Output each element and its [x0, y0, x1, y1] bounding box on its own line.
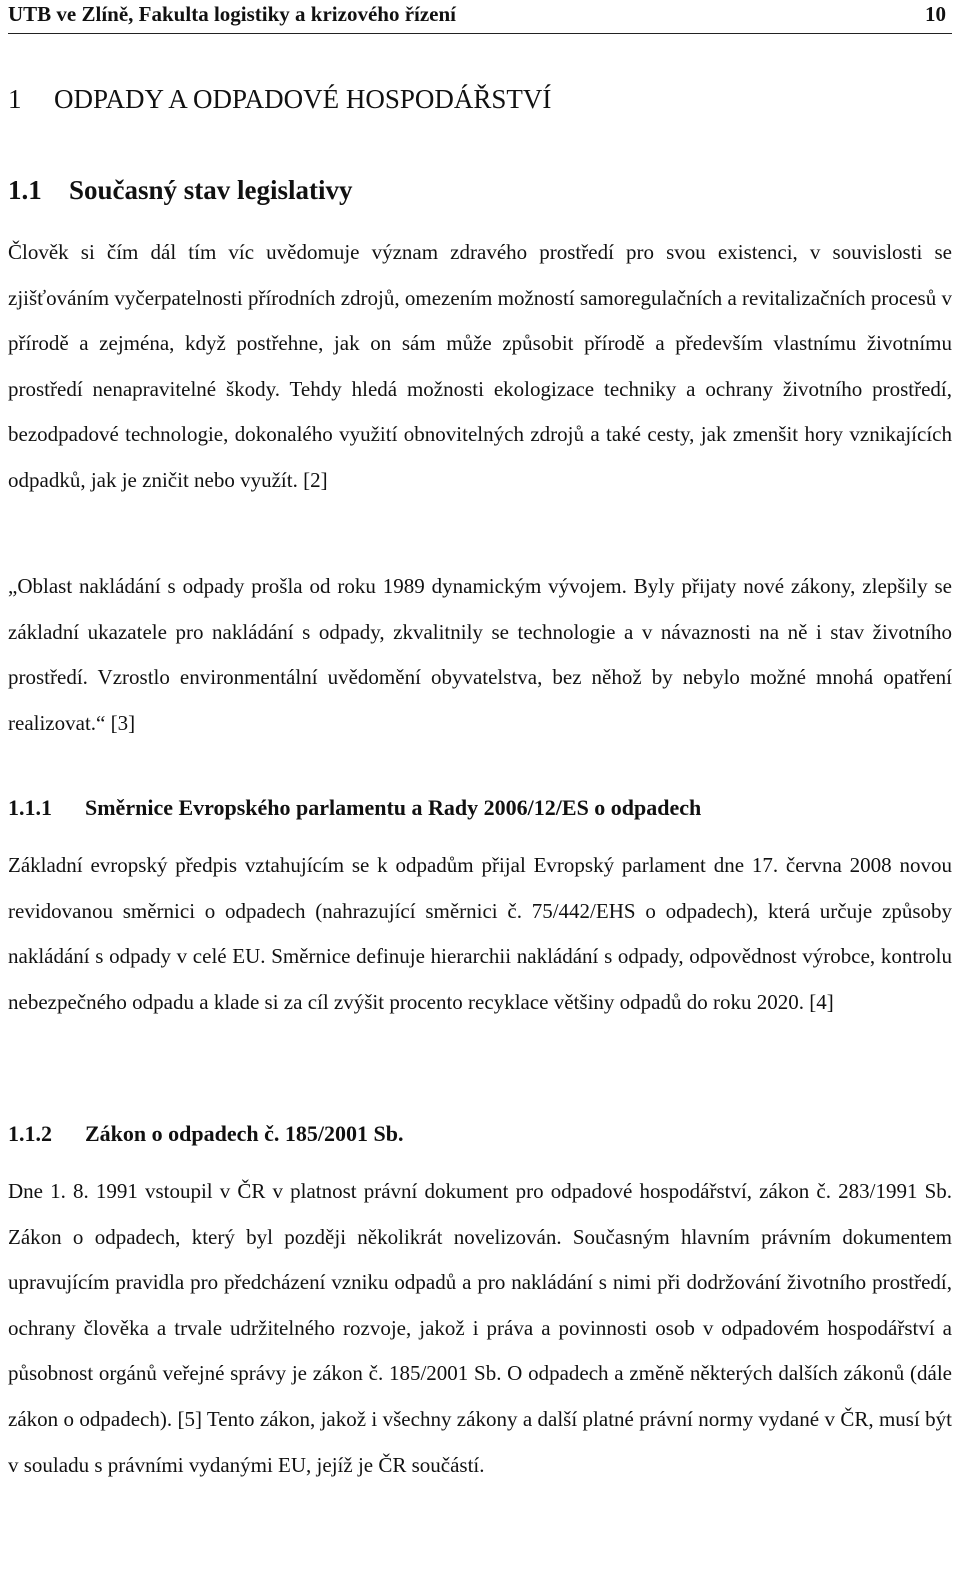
- running-header: [8, 1, 952, 34]
- paragraph-quote: „Oblast nakládání s odpady prošla od roku 1989 dynamickým vývojem. Byly přijaty nové zákony, zlepšily se základní ukazatele pro nakládání s odpady, zkvalitnily se technologie a v návaznosti na ně i stav životního prostředí. Vzrostlo environmentální uvědomění obyvatelstva, bez něhož by nebylo možné mnohá opatření realizovat.“ [3]: [8, 574, 952, 735]
- subsection-number-1: 1.1.1: [8, 795, 52, 820]
- subsection-title-2: Zákon o odpadech č. 185/2001 Sb.: [85, 1121, 404, 1146]
- page-number: 10: [925, 2, 946, 26]
- paragraph-intro: Člověk si čím dál tím víc uvědomuje význam zdravého prostředí pro svou existenci, v souvislosti se zjišťováním vyčerpatelnosti přírodních zdrojů, omezením možností samoregulačních a revitalizačních procesů v přírodě a zejména, když postřehne, jak on sám může způsobit přírodě a především vlastnímu životnímu prostředí nenapravitelné škody. Tehdy hledá možnosti ekologizace techniky a ochrany životního prostředí, bezodpadové technologie, dokonalého využití obnovitelných zdrojů a také cesty, jak zmenšit hory vznikajících odpadků, jak je zničit nebo využít. [2]: [8, 240, 952, 492]
- paragraph-waste-act: Dne 1. 8. 1991 vstoupil v ČR v platnost právní dokument pro odpadové hospodářství, zákon č. 283/1991 Sb. Zákon o odpadech, který byl později několikrát novelizován. Současným hlavním právním dokumentem upravujícím pravidla pro předcházení vzniku odpadů a pro nakládání s nimi při dodržování životního prostředí, ochrany člověka a trvale udržitelného rozvoje, jakož i práva a povinnosti osob v odpadovém hospodářství a působnost orgánů veřejné správy je zákon č. 185/2001 Sb. O odpadech a změně některých dalších zákonů (dále zákon o odpadech). [5] Tento zákon, jakož i všechny zákony a další platné právní normy vydané v ČR, musí být v souladu s právními vydanými EU, jejíž je ČR součástí.: [8, 1179, 952, 1477]
- chapter-title: ODPADY A ODPADOVÉ HOSPODÁŘSTVÍ: [54, 84, 552, 114]
- section-title: Současný stav legislativy: [69, 175, 353, 205]
- subsection-number-2: 1.1.2: [8, 1121, 52, 1146]
- section-number: 1.1: [8, 175, 42, 205]
- paragraph-eu-directive: Základní evropský předpis vztahujícím se k odpadům přijal Evropský parlament dne 17. června 2008 novou revidovanou směrnici o odpadech (nahrazující směrnici č. 75/442/EHS o odpadech), která určuje způsoby nakládání s odpady v celé EU. Směrnice definuje hierarchii nakládání s odpady, odpovědnost výrobce, kontrolu nebezpečného odpadu a klade si za cíl zvýšit procento recyklace většiny odpadů do roku 2020. [4]: [8, 853, 952, 1014]
- subsection-title-1: Směrnice Evropského parlamentu a Rady 2006/12/ES o odpadech: [85, 795, 702, 820]
- subsection-heading-2: [8, 1119, 403, 1149]
- header-institution: UTB ve Zlíně, Fakulta logistiky a krizového řízení: [8, 2, 457, 26]
- subsection-heading-1: [8, 793, 701, 823]
- chapter-number: 1: [8, 84, 22, 114]
- chapter-heading: [8, 81, 551, 117]
- section-heading: [8, 172, 353, 208]
